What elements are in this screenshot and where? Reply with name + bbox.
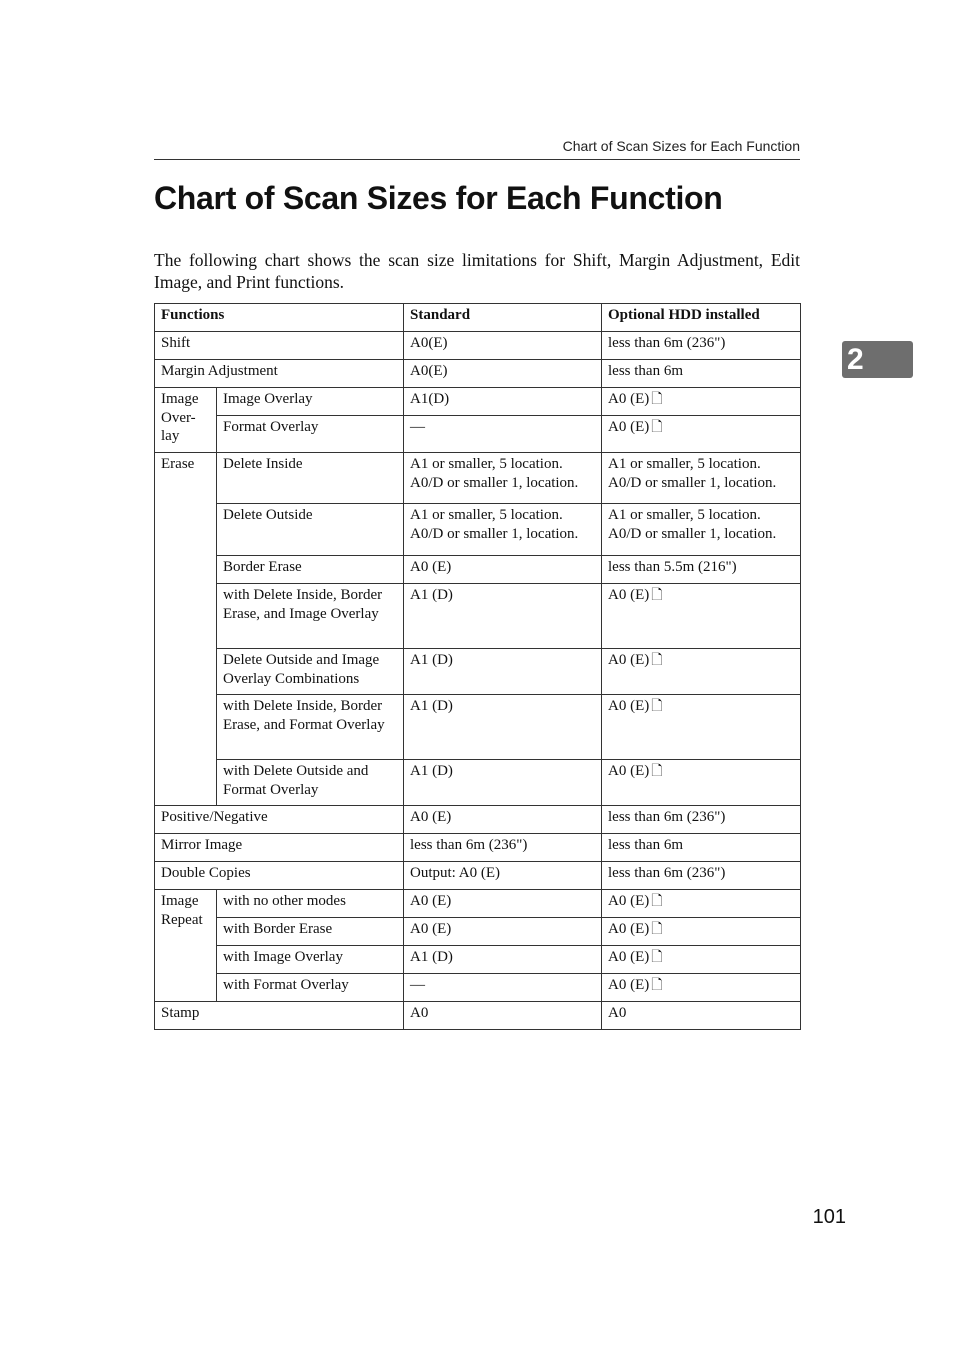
table-row (155, 416, 801, 453)
sub-function-cell: Format Overlay (217, 416, 404, 453)
optional-line-1: A1 or smaller, 5 location. (608, 507, 761, 523)
standard-cell: A0(E) (404, 360, 602, 388)
sub-function-cell: with Delete Inside, Border Erase, and Format Overlay (217, 695, 404, 760)
table-row (155, 649, 801, 695)
table-row (155, 918, 801, 946)
table-row (155, 584, 801, 649)
portrait-page-icon: 🗋 (651, 391, 663, 407)
optional-line-1: A1 or smaller, 5 location. (608, 456, 761, 472)
function-cell: Margin Adjustment (155, 360, 404, 388)
table-row (155, 388, 801, 416)
running-header: Chart of Scan Sizes for Each Function (562, 138, 800, 154)
function-cell: Mirror Image (155, 834, 404, 862)
optional-value: A0 (E) (608, 587, 650, 603)
standard-cell: Output: A0 (E) (404, 862, 602, 890)
sub-function-cell: Border Erase (217, 556, 404, 584)
optional-cell (602, 890, 801, 918)
intro-paragraph: The following chart shows the scan size limitations for Shift, Margin Adjustment, Edit Image, and Print functions. (154, 250, 800, 292)
table-row (155, 360, 801, 388)
portrait-page-icon: 🗋 (651, 698, 663, 714)
standard-cell: A0 (404, 1002, 602, 1030)
group-image-overlay: Image Over-lay (155, 388, 217, 453)
portrait-page-icon: 🗋 (651, 419, 663, 435)
standard-line-2: A0/D or smaller 1, location. (410, 474, 579, 491)
standard-cell: — (404, 416, 602, 453)
portrait-page-icon: 🗋 (651, 893, 663, 909)
standard-cell: A1 (D) (404, 760, 602, 806)
sub-function-cell: with no other modes (217, 890, 404, 918)
optional-cell (602, 695, 801, 760)
standard-cell (404, 504, 602, 556)
portrait-page-icon: 🗋 (651, 977, 663, 993)
function-cell: Positive/Negative (155, 806, 404, 834)
optional-cell: less than 6m (236") (602, 862, 801, 890)
standard-cell: A1(D) (404, 388, 602, 416)
optional-cell: less than 6m (236") (602, 332, 801, 360)
sub-function-cell: Delete Outside and Image Overlay Combinations (217, 649, 404, 695)
group-image-repeat: Image Repeat (155, 890, 217, 1002)
table-row (155, 1002, 801, 1030)
sub-function-cell: Image Overlay (217, 388, 404, 416)
optional-value: A0 (E) (608, 921, 650, 937)
standard-line-1: A1 or smaller, 5 location. (410, 507, 563, 523)
function-cell: Double Copies (155, 862, 404, 890)
standard-line-1: A1 or smaller, 5 location. (410, 456, 563, 472)
optional-cell: less than 5.5m (216") (602, 556, 801, 584)
sub-function-cell: with Format Overlay (217, 974, 404, 1002)
table-row (155, 834, 801, 862)
table-row (155, 556, 801, 584)
header-functions: Functions (155, 304, 404, 332)
optional-value: A0 (E) (608, 893, 650, 909)
optional-value: A0 (E) (608, 652, 650, 668)
optional-cell (602, 416, 801, 453)
group-erase: Erase (155, 453, 217, 806)
sub-function-cell: with Image Overlay (217, 946, 404, 974)
portrait-page-icon: 🗋 (651, 949, 663, 965)
optional-cell (602, 453, 801, 504)
optional-cell (602, 918, 801, 946)
optional-cell (602, 649, 801, 695)
standard-cell (404, 453, 602, 504)
standard-cell: A1 (D) (404, 649, 602, 695)
optional-cell: less than 6m (602, 360, 801, 388)
sub-function-cell: with Delete Inside, Border Erase, and Image Overlay (217, 584, 404, 649)
optional-cell (602, 388, 801, 416)
header-standard: Standard (404, 304, 602, 332)
standard-cell: A0 (E) (404, 890, 602, 918)
sub-function-cell: with Border Erase (217, 918, 404, 946)
table-row (155, 862, 801, 890)
function-cell: Stamp (155, 1002, 404, 1030)
optional-value: A0 (E) (608, 391, 650, 407)
table-header-row (155, 304, 801, 332)
standard-line-2: A0/D or smaller 1, location. (410, 525, 579, 542)
standard-cell: A0(E) (404, 332, 602, 360)
table-row (155, 946, 801, 974)
table-row (155, 332, 801, 360)
page-number: 101 (812, 1206, 846, 1228)
optional-cell (602, 504, 801, 556)
table-row (155, 974, 801, 1002)
optional-cell (602, 946, 801, 974)
scan-size-table (154, 303, 801, 1030)
optional-value: A0 (E) (608, 949, 650, 965)
table-row (155, 890, 801, 918)
function-cell: Shift (155, 332, 404, 360)
standard-cell: A0 (E) (404, 556, 602, 584)
header-rule (154, 159, 800, 160)
optional-cell: A0 (602, 1002, 801, 1030)
optional-cell: less than 6m (602, 834, 801, 862)
optional-value: A0 (E) (608, 419, 650, 435)
standard-cell: A1 (D) (404, 584, 602, 649)
standard-cell: — (404, 974, 602, 1002)
optional-cell (602, 584, 801, 649)
sub-function-cell: with Delete Outside and Format Overlay (217, 760, 404, 806)
sub-function-cell: Delete Outside (217, 504, 404, 556)
portrait-page-icon: 🗋 (651, 652, 663, 668)
table-row (155, 760, 801, 806)
portrait-page-icon: 🗋 (651, 921, 663, 937)
standard-cell: A0 (E) (404, 806, 602, 834)
optional-value: A0 (E) (608, 763, 650, 779)
optional-cell (602, 760, 801, 806)
standard-cell: A0 (E) (404, 918, 602, 946)
optional-cell: less than 6m (236") (602, 806, 801, 834)
standard-cell: A1 (D) (404, 695, 602, 760)
optional-cell (602, 974, 801, 1002)
standard-cell: less than 6m (236") (404, 834, 602, 862)
optional-line-2: A0/D or smaller 1, location. (608, 474, 777, 491)
table-row (155, 504, 801, 556)
table-row (155, 695, 801, 760)
header-optional-hdd: Optional HDD installed (602, 304, 801, 332)
page-title: Chart of Scan Sizes for Each Function (154, 180, 723, 216)
table-row (155, 806, 801, 834)
portrait-page-icon: 🗋 (651, 587, 663, 603)
portrait-page-icon: 🗋 (651, 763, 663, 779)
standard-cell: A1 (D) (404, 946, 602, 974)
optional-line-2: A0/D or smaller 1, location. (608, 525, 777, 542)
sub-function-cell: Delete Inside (217, 453, 404, 504)
chapter-tab: 2 (842, 341, 913, 378)
optional-value: A0 (E) (608, 698, 650, 714)
optional-value: A0 (E) (608, 977, 650, 993)
table-row (155, 453, 801, 504)
